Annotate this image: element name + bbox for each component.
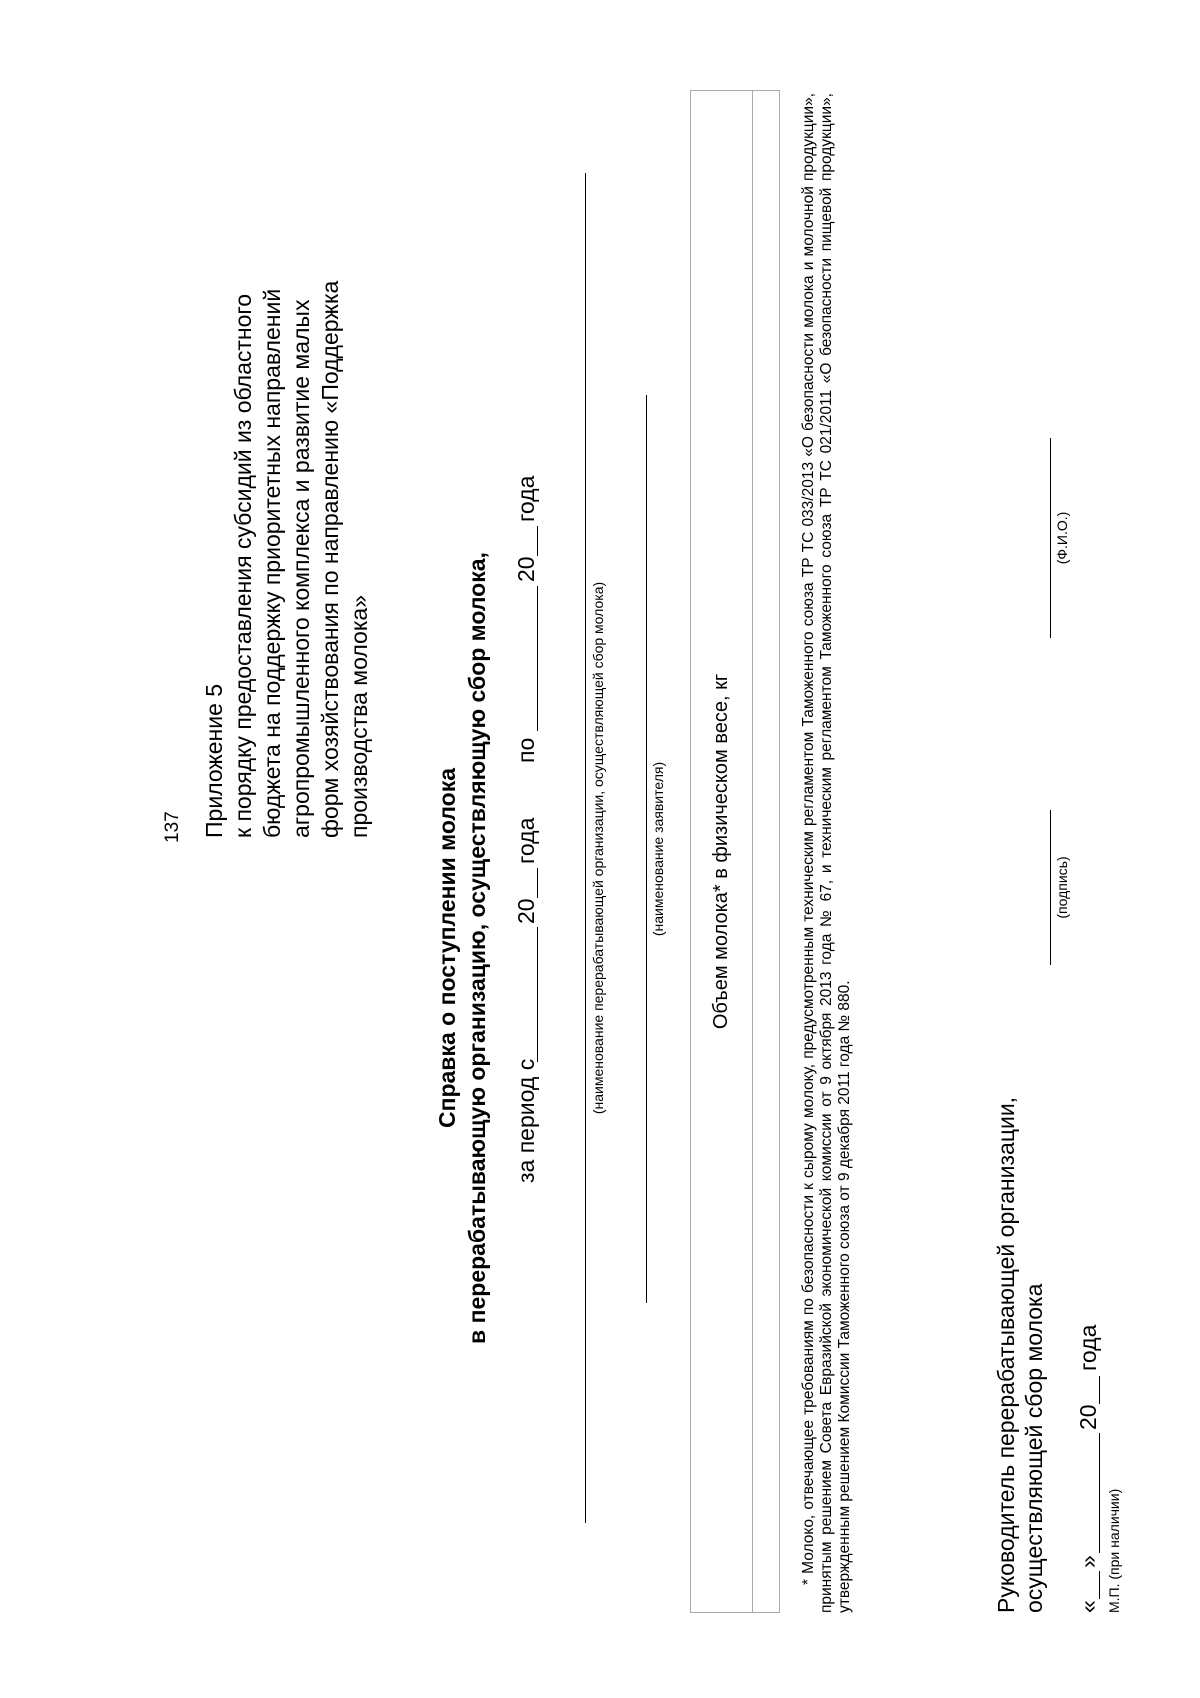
date-year-suffix: года [1075,1324,1101,1371]
appendix-reference [200,281,374,838]
applicant-caption: (наименование заявителя) [650,761,666,937]
signature-date-row [1075,998,1105,1698]
document-title-line-1: Справка о поступлении молока [434,767,460,1129]
date-year-prefix: 20 [1075,1404,1101,1430]
period-start-field[interactable] [537,927,538,1062]
organization-name-line[interactable] [585,173,586,1523]
stamp-placeholder: М.П. (при наличии) [1106,1488,1122,1613]
period-end-field[interactable] [537,586,538,731]
period-prefix: за период с [513,1058,539,1183]
full-name-caption: (Ф.И.О.) [1054,511,1070,565]
signature-caption: (подпись) [1054,856,1070,919]
period-year2-prefix: 20 [513,556,539,582]
period-row [513,0,543,1698]
date-day-field[interactable] [1099,1571,1100,1599]
appendix-line: бюджета на поддержку приоритетных направлений [259,288,285,838]
organization-caption: (наименование перерабатывающей организации, осуществляющей сбор молока) [590,581,606,1115]
period-year2-field[interactable] [537,526,538,556]
period-year1-prefix: 20 [513,898,539,924]
appendix-line: форм хозяйствования по направлению «Поддержка [317,280,343,838]
date-close-quote: » [1075,1555,1101,1568]
appendix-line: к порядку предоставления субсидий из областного [230,293,256,838]
signer-position [992,1097,1048,1613]
signer-position-line-2: осуществляющей сбор молока [1021,1283,1047,1613]
document-title-line-2: в перерабатывающую организацию, осуществляющую сбор молока, [464,552,490,1344]
table-header: Объем молока* в физическом весе, кг [691,91,753,1612]
table-row[interactable] [753,91,779,1612]
date-year-field[interactable] [1099,1376,1100,1404]
signer-position-line-1: Руководитель перерабатывающей организации, [993,1096,1019,1613]
date-month-field[interactable] [1099,1433,1100,1553]
full-name-line[interactable] [1050,438,1051,638]
appendix-line: производства молока» [346,595,372,838]
appendix-line: агропромышленного комплекса и развитие малых [288,299,314,838]
period-year1-field[interactable] [537,868,538,898]
date-open-quote: « [1075,1600,1101,1613]
period-year1-suffix: года [513,817,539,864]
page-number: 137 [162,811,183,843]
appendix-line: Приложение 5 [201,683,227,838]
signature-line[interactable] [1050,810,1051,965]
milk-volume-table [690,90,780,1613]
period-year2-suffix: года [513,475,539,522]
footnote: * Молоко, отвечающее требованиям по безопасности к сырому молоку, предусмотренным техническим регламентом Таможенного союза ТР ТС 033/2013 «О безопасности молока и молочной продукции», принятым решением Совета Евразийской экономической комиссии от 9 октября 2013 года № 67, и техническим регламентом Таможенного союза ТР ТС 021/2011 «О безопасности пищевой продукции», утвержденным решением Комиссии Таможенного союза от 9 декабря 2011 года № 880. [800,93,853,1613]
period-middle: по [513,737,539,763]
applicant-name-line[interactable] [646,395,647,1303]
